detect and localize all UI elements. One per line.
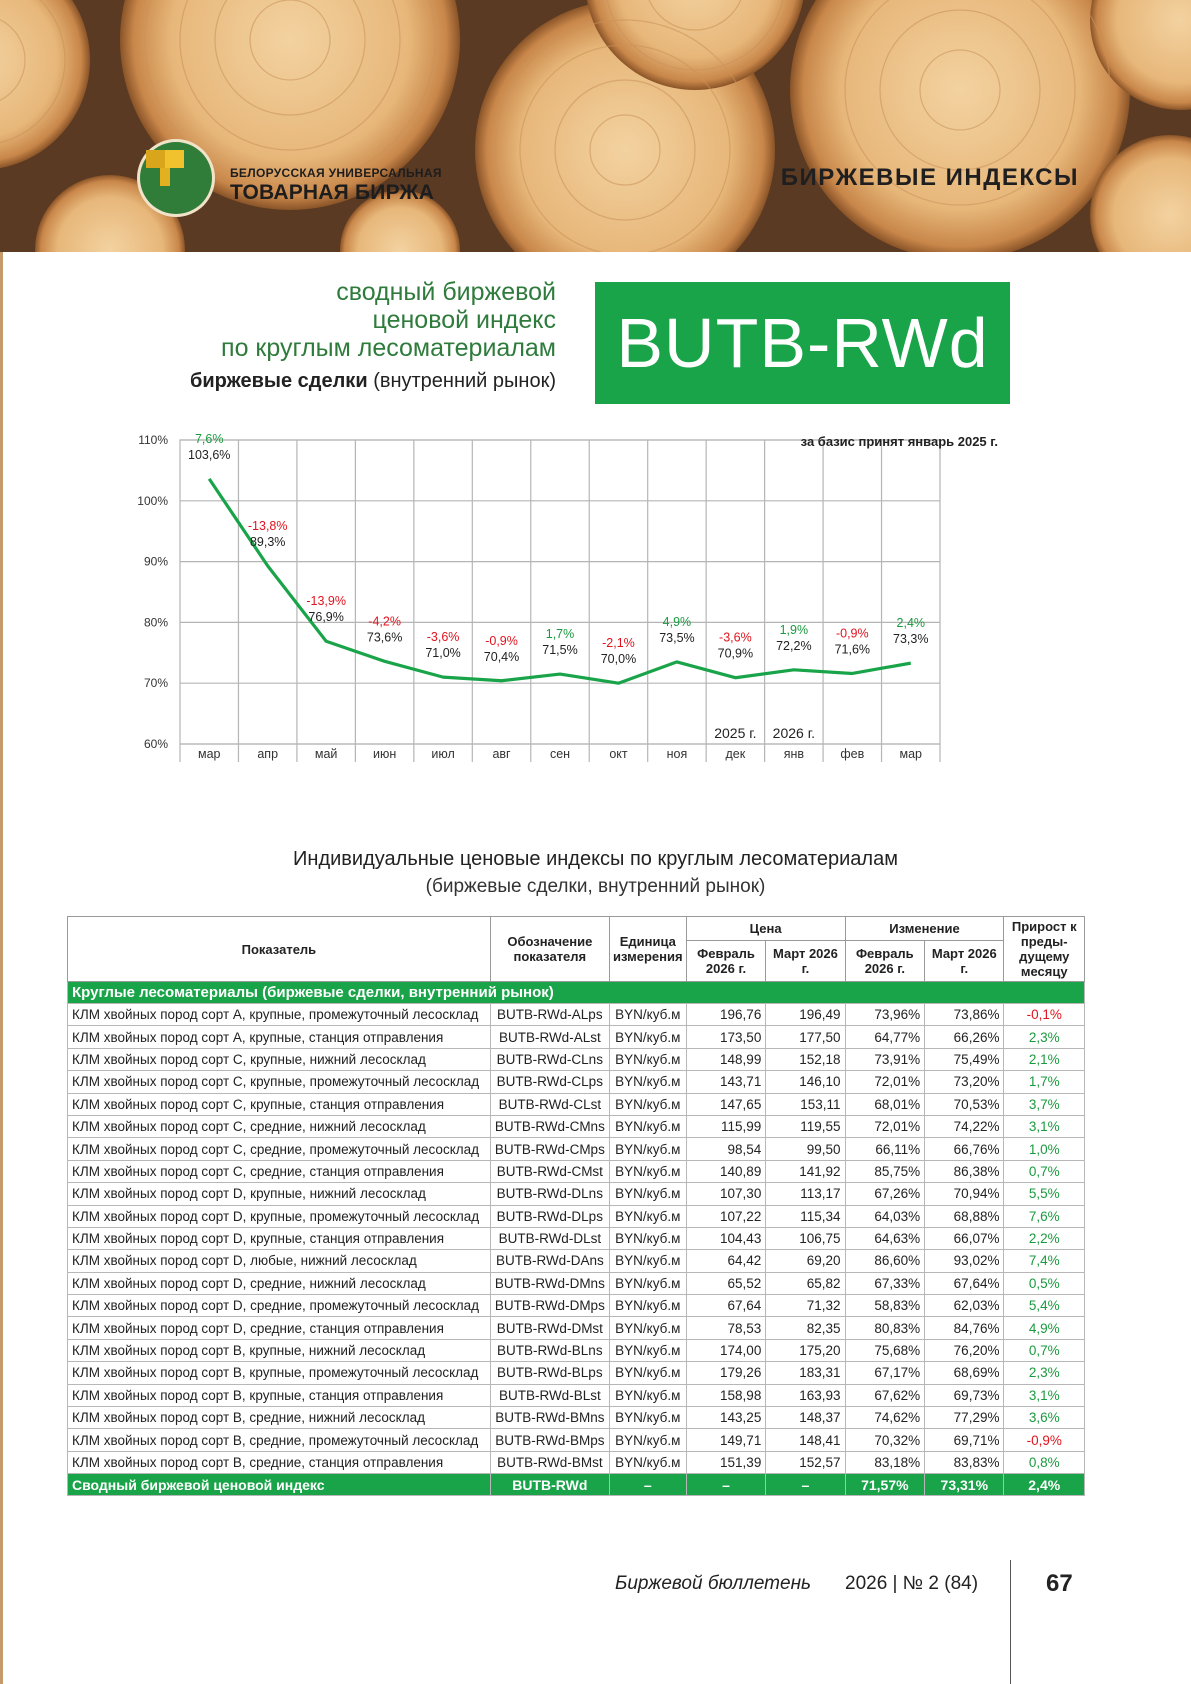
footer-issue: 2026 | № 2 (84)	[845, 1573, 979, 1594]
cell-growth: 2,2%	[1004, 1227, 1085, 1249]
chart-value-label: 73,6%	[366, 630, 403, 645]
table-row	[68, 1227, 1085, 1249]
cell-code: BUTB-RWd-BMst	[490, 1451, 609, 1473]
cell-growth: 2,3%	[1004, 1026, 1085, 1048]
table-row	[68, 1071, 1085, 1093]
chart-x-tick-label: мар	[197, 747, 221, 761]
cell-growth: 3,6%	[1004, 1407, 1085, 1429]
cell-code: BUTB-RWd-BLns	[490, 1339, 609, 1361]
cell-price-mar: 65,82	[766, 1272, 845, 1294]
cell-change-mar: 76,20%	[925, 1339, 1004, 1361]
chart-value-label: 89,3%	[249, 534, 286, 549]
table-row	[68, 1093, 1085, 1115]
page-number: 67	[1046, 1570, 1073, 1597]
cell-price-mar: 153,11	[766, 1093, 845, 1115]
cell-name: КЛМ хвойных пород сорт D, средние, промежуточный лесосклад	[68, 1295, 491, 1317]
cell-unit: BYN/куб.м	[609, 1138, 686, 1160]
cell-change-mar: 93,02%	[925, 1250, 1004, 1272]
cell-code: BUTB-RWd-DMst	[490, 1317, 609, 1339]
header-banner	[0, 0, 1191, 252]
subtitle-bold: биржевые сделки	[189, 370, 368, 392]
table-row	[68, 1317, 1085, 1339]
cell-price-feb: 179,26	[686, 1362, 766, 1384]
table-row	[68, 1295, 1085, 1317]
chart-y-tick-label: 100%	[137, 493, 168, 508]
cell-change-mar: 75,49%	[925, 1048, 1004, 1070]
table-row	[68, 1004, 1085, 1026]
cell-price-mar: 152,18	[766, 1048, 845, 1070]
cell-price-mar: 99,50	[766, 1138, 845, 1160]
subtitle-normal: (внутренний рынок)	[373, 370, 556, 392]
cell-change-feb: 70,32%	[845, 1429, 925, 1451]
chart-year-label-2026: 2026 г.	[772, 725, 816, 741]
header-price: Цена	[686, 917, 845, 941]
table-row	[68, 1138, 1085, 1160]
table-row	[68, 1048, 1085, 1070]
chart-value-label: 71,6%	[834, 642, 871, 657]
cell-change-mar: 69,73%	[925, 1384, 1004, 1406]
section-row	[68, 982, 1085, 1004]
cell-price-feb: 173,50	[686, 1026, 766, 1048]
header-change-mar: Март 2026 г.	[925, 940, 1004, 981]
chart-value-label: 71,5%	[542, 643, 578, 658]
cell-change-feb: 72,01%	[845, 1071, 925, 1093]
exchange-logo	[140, 142, 212, 214]
chart-x-tick-label: мар	[899, 747, 923, 761]
cell-price-mar: 183,31	[766, 1362, 845, 1384]
cell-change-mar: 73,86%	[925, 1004, 1004, 1026]
section-title: БИРЖЕВЫЕ ИНДЕКСЫ	[780, 164, 1079, 191]
cell-name: КЛМ хвойных пород сорт С, крупные, станция отправления	[68, 1093, 491, 1115]
cell-price-feb: 151,39	[686, 1451, 766, 1473]
cell-unit: –	[609, 1474, 686, 1496]
cell-code: BUTB-RWd-CLst	[490, 1093, 609, 1115]
table-row	[68, 1384, 1085, 1406]
cell-unit: BYN/куб.м	[609, 1317, 686, 1339]
logo-line2: ТОВАРНАЯ БИРЖА	[230, 181, 435, 204]
title-line1: сводный биржевой	[336, 278, 556, 306]
chart-change-label: 4,9%	[662, 614, 692, 629]
cell-change-feb: 68,01%	[845, 1093, 925, 1115]
table-subtitle: (биржевые сделки, внутренний рынок)	[425, 876, 766, 897]
cell-price-feb: 107,30	[686, 1183, 766, 1205]
cell-price-mar: 82,35	[766, 1317, 845, 1339]
cell-unit: BYN/куб.м	[609, 1026, 686, 1048]
cell-unit: BYN/куб.м	[609, 1429, 686, 1451]
cell-name: КЛМ хвойных пород сорт В, средние, нижний лесосклад	[68, 1407, 491, 1429]
logo-emblem-icon	[140, 142, 190, 192]
cell-unit: BYN/куб.м	[609, 1384, 686, 1406]
title-subtitle	[130, 370, 556, 393]
chart-y-tick-label: 90%	[143, 554, 168, 569]
cell-change-feb: 71,57%	[845, 1474, 925, 1496]
cell-change-mar: 68,88%	[925, 1205, 1004, 1227]
cell-change-mar: 70,53%	[925, 1093, 1004, 1115]
cell-code: BUTB-RWd-CLns	[490, 1048, 609, 1070]
cell-price-mar: 113,17	[766, 1183, 845, 1205]
chart-x-tick-label: май	[314, 747, 338, 761]
cell-unit: BYN/куб.м	[609, 1451, 686, 1473]
header-unit: Единица измерения	[609, 917, 686, 982]
chart-x-tick-label: ноя	[666, 747, 688, 761]
chart-value-label: 72,2%	[776, 638, 812, 653]
cell-name: КЛМ хвойных пород сорт В, крупные, нижний лесосклад	[68, 1339, 491, 1361]
chart-change-label: -2,1%	[602, 636, 635, 651]
cell-price-feb: 64,42	[686, 1250, 766, 1272]
cell-price-mar: 175,20	[766, 1339, 845, 1361]
chart-change-label: -13,8%	[247, 518, 288, 533]
cell-change-feb: 83,18%	[845, 1451, 925, 1473]
cell-change-feb: 72,01%	[845, 1115, 925, 1137]
chart-change-label: -13,9%	[306, 594, 346, 609]
index-title-block	[130, 278, 556, 393]
cell-code: BUTB-RWd-BMps	[490, 1429, 609, 1451]
chart-value-label: 71,0%	[425, 646, 461, 661]
cell-change-feb: 67,33%	[845, 1272, 925, 1294]
cell-growth: 7,6%	[1004, 1205, 1085, 1227]
table-row	[68, 1160, 1085, 1182]
chart-x-axis	[198, 747, 922, 761]
page-edge	[0, 252, 3, 1684]
cell-change-feb: 74,62%	[845, 1407, 925, 1429]
table-row	[68, 1205, 1085, 1227]
cell-name: КЛМ хвойных пород сорт С, средние, нижний лесосклад	[68, 1115, 491, 1137]
footer-bulletin: Биржевой бюллетень	[615, 1573, 812, 1594]
cell-name: КЛМ хвойных пород сорт А, крупные, промежуточный лесосклад	[68, 1004, 491, 1026]
cell-growth: 0,7%	[1004, 1160, 1085, 1182]
footer-divider	[1010, 1560, 1011, 1684]
cell-price-mar: 141,92	[766, 1160, 845, 1182]
table-title: Индивидуальные ценовые индексы по круглым лесоматериалам	[293, 848, 898, 870]
cell-change-mar: 83,83%	[925, 1451, 1004, 1473]
table-row	[68, 1115, 1085, 1137]
chart-value-label: 70,0%	[600, 652, 637, 667]
cell-change-mar: 66,26%	[925, 1026, 1004, 1048]
cell-change-feb: 80,83%	[845, 1317, 925, 1339]
cell-change-mar: 62,03%	[925, 1295, 1004, 1317]
cell-name: КЛМ хвойных пород сорт С, крупные, нижний лесосклад	[68, 1048, 491, 1070]
cell-change-feb: 75,68%	[845, 1339, 925, 1361]
cell-change-mar: 86,38%	[925, 1160, 1004, 1182]
header-change-feb: Февраль 2026 г.	[845, 940, 925, 981]
cell-growth: 0,7%	[1004, 1339, 1085, 1361]
cell-name: КЛМ хвойных пород сорт D, средние, станция отправления	[68, 1317, 491, 1339]
chart-x-tick-label: июл	[431, 747, 455, 761]
cell-change-feb: 86,60%	[845, 1250, 925, 1272]
cell-price-feb: 65,52	[686, 1272, 766, 1294]
cell-code: BUTB-RWd-CLps	[490, 1071, 609, 1093]
cell-growth: -0,1%	[1004, 1004, 1085, 1026]
cell-name: КЛМ хвойных пород сорт В, средние, промежуточный лесосклад	[68, 1429, 491, 1451]
cell-growth: 1,7%	[1004, 1071, 1085, 1093]
chart-x-tick-label: дек	[725, 747, 746, 761]
header-price-feb: Февраль 2026 г.	[686, 940, 766, 981]
chart-change-label: -0,9%	[485, 633, 518, 648]
cell-price-mar: 177,50	[766, 1026, 845, 1048]
cell-growth: 2,3%	[1004, 1362, 1085, 1384]
chart-y-tick-label: 70%	[143, 676, 168, 691]
chart-year-label-2025: 2025 г.	[714, 725, 757, 741]
cell-code: BUTB-RWd-BMns	[490, 1407, 609, 1429]
cell-code: BUTB-RWd-ALps	[490, 1004, 609, 1026]
chart-x-tick-label: янв	[783, 747, 805, 761]
index-name-box: BUTB-RWd	[595, 282, 1010, 404]
table-row	[68, 1429, 1085, 1451]
chart-change-label: -3,6%	[426, 630, 460, 645]
cell-unit: BYN/куб.м	[609, 1339, 686, 1361]
cell-name: КЛМ хвойных пород сорт С, средние, промежуточный лесосклад	[68, 1138, 491, 1160]
chart-change-label: -4,2%	[368, 614, 401, 629]
cell-change-mar: 68,69%	[925, 1362, 1004, 1384]
cell-code: BUTB-RWd-CMps	[490, 1138, 609, 1160]
cell-growth: 2,4%	[1004, 1474, 1085, 1496]
header-growth: Прирост к предыдущему месяцу	[1004, 917, 1085, 982]
chart-x-tick-label: июн	[372, 747, 397, 761]
cell-growth: 4,9%	[1004, 1317, 1085, 1339]
chart-y-tick-label: 80%	[143, 615, 168, 630]
cell-name: КЛМ хвойных пород сорт D, любые, нижний лесосклад	[68, 1250, 491, 1272]
chart-value-label: 76,9%	[308, 610, 344, 625]
cell-change-mar: 74,22%	[925, 1115, 1004, 1137]
table-row	[68, 1272, 1085, 1294]
cell-unit: BYN/куб.м	[609, 1227, 686, 1249]
cell-price-mar: 69,20	[766, 1250, 845, 1272]
cell-change-feb: 73,91%	[845, 1048, 925, 1070]
cell-price-feb: 78,53	[686, 1317, 766, 1339]
table-row	[68, 1183, 1085, 1205]
chart-value-label: 73,3%	[893, 632, 929, 647]
table-row	[68, 1026, 1085, 1048]
chart-change-label: 7,6%	[194, 431, 224, 446]
cell-change-mar: 66,76%	[925, 1138, 1004, 1160]
cell-change-mar: 70,94%	[925, 1183, 1004, 1205]
section-label: Круглые лесоматериалы (биржевые сделки, внутренний рынок)	[68, 982, 1085, 1004]
cell-price-feb: 196,76	[686, 1004, 766, 1026]
cell-unit: BYN/куб.м	[609, 1093, 686, 1115]
header-code: Обозначение показателя	[490, 917, 609, 982]
chart-y-tick-label: 60%	[143, 737, 168, 751]
cell-growth: 0,8%	[1004, 1451, 1085, 1473]
cell-unit: BYN/куб.м	[609, 1004, 686, 1026]
cell-price-feb: 98,54	[686, 1138, 766, 1160]
cell-price-mar: 152,57	[766, 1451, 845, 1473]
cell-price-feb: 147,65	[686, 1093, 766, 1115]
cell-change-mar: 84,76%	[925, 1317, 1004, 1339]
chart-y-axis	[137, 433, 168, 751]
chart-value-label: 103,6%	[188, 447, 231, 462]
cell-price-mar: 148,41	[766, 1429, 845, 1451]
table-row	[68, 1451, 1085, 1473]
chart-value-label: 70,4%	[483, 649, 520, 664]
title-line2: ценовой индекс	[372, 306, 556, 334]
cell-change-mar: 73,20%	[925, 1071, 1004, 1093]
cell-name: КЛМ хвойных пород сорт В, средние, станция отправления	[68, 1451, 491, 1473]
cell-price-feb: 158,98	[686, 1384, 766, 1406]
chart-x-tick-label: фев	[840, 747, 865, 761]
chart-change-label: 1,7%	[545, 627, 575, 642]
chart-x-tick-label: авг	[492, 747, 511, 761]
cell-unit: BYN/куб.м	[609, 1048, 686, 1070]
cell-price-feb: 143,71	[686, 1071, 766, 1093]
cell-price-feb: 143,25	[686, 1407, 766, 1429]
chart-x-tick-label: сен	[549, 747, 571, 761]
cell-unit: BYN/куб.м	[609, 1183, 686, 1205]
cell-code: BUTB-RWd-BLst	[490, 1384, 609, 1406]
wood-slices-image	[0, 0, 1191, 252]
cell-change-mar: 67,64%	[925, 1272, 1004, 1294]
total-row	[68, 1474, 1085, 1496]
table-row	[68, 1362, 1085, 1384]
title-line3: по круглым лесоматериалам	[221, 334, 556, 362]
cell-unit: BYN/куб.м	[609, 1071, 686, 1093]
cell-price-feb: 174,00	[686, 1339, 766, 1361]
cell-name: КЛМ хвойных пород сорт D, крупные, станция отправления	[68, 1227, 491, 1249]
cell-change-feb: 66,11%	[845, 1138, 925, 1160]
cell-change-feb: 58,83%	[845, 1295, 925, 1317]
table-row	[68, 1407, 1085, 1429]
chart-value-label: 70,9%	[717, 646, 754, 661]
cell-name: КЛМ хвойных пород сорт В, крупные, промежуточный лесосклад	[68, 1362, 491, 1384]
cell-growth: 1,0%	[1004, 1138, 1085, 1160]
chart-plot-border	[180, 440, 940, 744]
chart-change-label: -0,9%	[835, 626, 869, 641]
chart-x-tick-label: окт	[609, 747, 628, 761]
cell-name: КЛМ хвойных пород сорт В, крупные, станция отправления	[68, 1384, 491, 1406]
cell-unit: BYN/куб.м	[609, 1250, 686, 1272]
cell-price-mar: 196,49	[766, 1004, 845, 1026]
cell-growth: 5,4%	[1004, 1295, 1085, 1317]
cell-price-mar: 163,93	[766, 1384, 845, 1406]
cell-change-mar: 69,71%	[925, 1429, 1004, 1451]
cell-change-feb: 67,62%	[845, 1384, 925, 1406]
cell-price-mar: 146,10	[766, 1071, 845, 1093]
chart-change-label: -3,6%	[719, 630, 752, 645]
cell-unit: BYN/куб.м	[609, 1295, 686, 1317]
cell-change-mar: 73,31%	[925, 1474, 1004, 1496]
header-name: Показатель	[68, 917, 491, 982]
cell-growth: -0,9%	[1004, 1429, 1085, 1451]
cell-code: BUTB-RWd-DMns	[490, 1272, 609, 1294]
cell-code: BUTB-RWd-DLst	[490, 1227, 609, 1249]
cell-unit: BYN/куб.м	[609, 1407, 686, 1429]
cell-name: КЛМ хвойных пород сорт С, средние, станция отправления	[68, 1160, 491, 1182]
cell-code: BUTB-RWd-CMns	[490, 1115, 609, 1137]
chart-y-tick-label: 110%	[138, 433, 168, 447]
cell-change-feb: 64,63%	[845, 1227, 925, 1249]
cell-growth: 3,7%	[1004, 1093, 1085, 1115]
cell-name: КЛМ хвойных пород сорт С, крупные, промежуточный лесосклад	[68, 1071, 491, 1093]
cell-unit: BYN/куб.м	[609, 1205, 686, 1227]
cell-price-feb: 67,64	[686, 1295, 766, 1317]
chart-value-label: 73,5%	[659, 630, 695, 645]
cell-name: КЛМ хвойных пород сорт D, крупные, нижний лесосклад	[68, 1183, 491, 1205]
chart-change-label: 2,4%	[896, 616, 926, 631]
cell-code: BUTB-RWd-DLns	[490, 1183, 609, 1205]
cell-change-feb: 67,17%	[845, 1362, 925, 1384]
cell-code: BUTB-RWd-DLps	[490, 1205, 609, 1227]
individual-indices-table	[67, 916, 1085, 1496]
cell-price-mar: –	[766, 1474, 845, 1496]
cell-change-mar: 77,29%	[925, 1407, 1004, 1429]
cell-price-feb: 115,99	[686, 1115, 766, 1137]
cell-change-feb: 67,26%	[845, 1183, 925, 1205]
cell-growth: 0,5%	[1004, 1272, 1085, 1294]
cell-unit: BYN/куб.м	[609, 1115, 686, 1137]
logo-text	[230, 166, 442, 205]
cell-price-feb: –	[686, 1474, 766, 1496]
cell-change-feb: 64,03%	[845, 1205, 925, 1227]
cell-code: BUTB-RWd-ALst	[490, 1026, 609, 1048]
cell-unit: BYN/куб.м	[609, 1272, 686, 1294]
cell-price-mar: 71,32	[766, 1295, 845, 1317]
cell-price-mar: 106,75	[766, 1227, 845, 1249]
cell-growth: 7,4%	[1004, 1250, 1085, 1272]
cell-price-mar: 119,55	[766, 1115, 845, 1137]
header-change: Изменение	[845, 917, 1004, 941]
cell-name: Сводный биржевой ценовой индекс	[68, 1474, 491, 1496]
cell-change-mar: 66,07%	[925, 1227, 1004, 1249]
chart-base-note: за базис принят январь 2025 г.	[800, 434, 998, 449]
cell-price-feb: 104,43	[686, 1227, 766, 1249]
cell-name: КЛМ хвойных пород сорт А, крупные, станция отправления	[68, 1026, 491, 1048]
cell-unit: BYN/куб.м	[609, 1160, 686, 1182]
cell-price-feb: 107,22	[686, 1205, 766, 1227]
cell-code: BUTB-RWd	[490, 1474, 609, 1496]
cell-unit: BYN/куб.м	[609, 1362, 686, 1384]
cell-name: КЛМ хвойных пород сорт D, крупные, промежуточный лесосклад	[68, 1205, 491, 1227]
cell-price-feb: 149,71	[686, 1429, 766, 1451]
chart-x-tick-label: апр	[257, 747, 279, 761]
cell-change-feb: 73,96%	[845, 1004, 925, 1026]
cell-name: КЛМ хвойных пород сорт D, средние, нижний лесосклад	[68, 1272, 491, 1294]
cell-growth: 3,1%	[1004, 1384, 1085, 1406]
cell-code: BUTB-RWd-CMst	[490, 1160, 609, 1182]
chart-data-labels	[188, 432, 928, 666]
cell-price-mar: 148,37	[766, 1407, 845, 1429]
header-price-mar: Март 2026 г.	[766, 940, 845, 981]
chart-change-label: 1,9%	[779, 622, 809, 637]
cell-growth: 3,1%	[1004, 1115, 1085, 1137]
index-line-chart	[130, 422, 1015, 832]
cell-growth: 5,5%	[1004, 1183, 1085, 1205]
table-row	[68, 1339, 1085, 1361]
cell-change-feb: 85,75%	[845, 1160, 925, 1182]
cell-price-feb: 140,89	[686, 1160, 766, 1182]
cell-code: BUTB-RWd-DMps	[490, 1295, 609, 1317]
cell-price-mar: 115,34	[766, 1205, 845, 1227]
logo-line1: БЕЛОРУССКАЯ УНИВЕРСАЛЬНАЯ	[230, 166, 442, 180]
cell-code: BUTB-RWd-DAns	[490, 1250, 609, 1272]
cell-code: BUTB-RWd-BLps	[490, 1362, 609, 1384]
cell-growth: 2,1%	[1004, 1048, 1085, 1070]
cell-change-feb: 64,77%	[845, 1026, 925, 1048]
cell-price-feb: 148,99	[686, 1048, 766, 1070]
table-row	[68, 1250, 1085, 1272]
